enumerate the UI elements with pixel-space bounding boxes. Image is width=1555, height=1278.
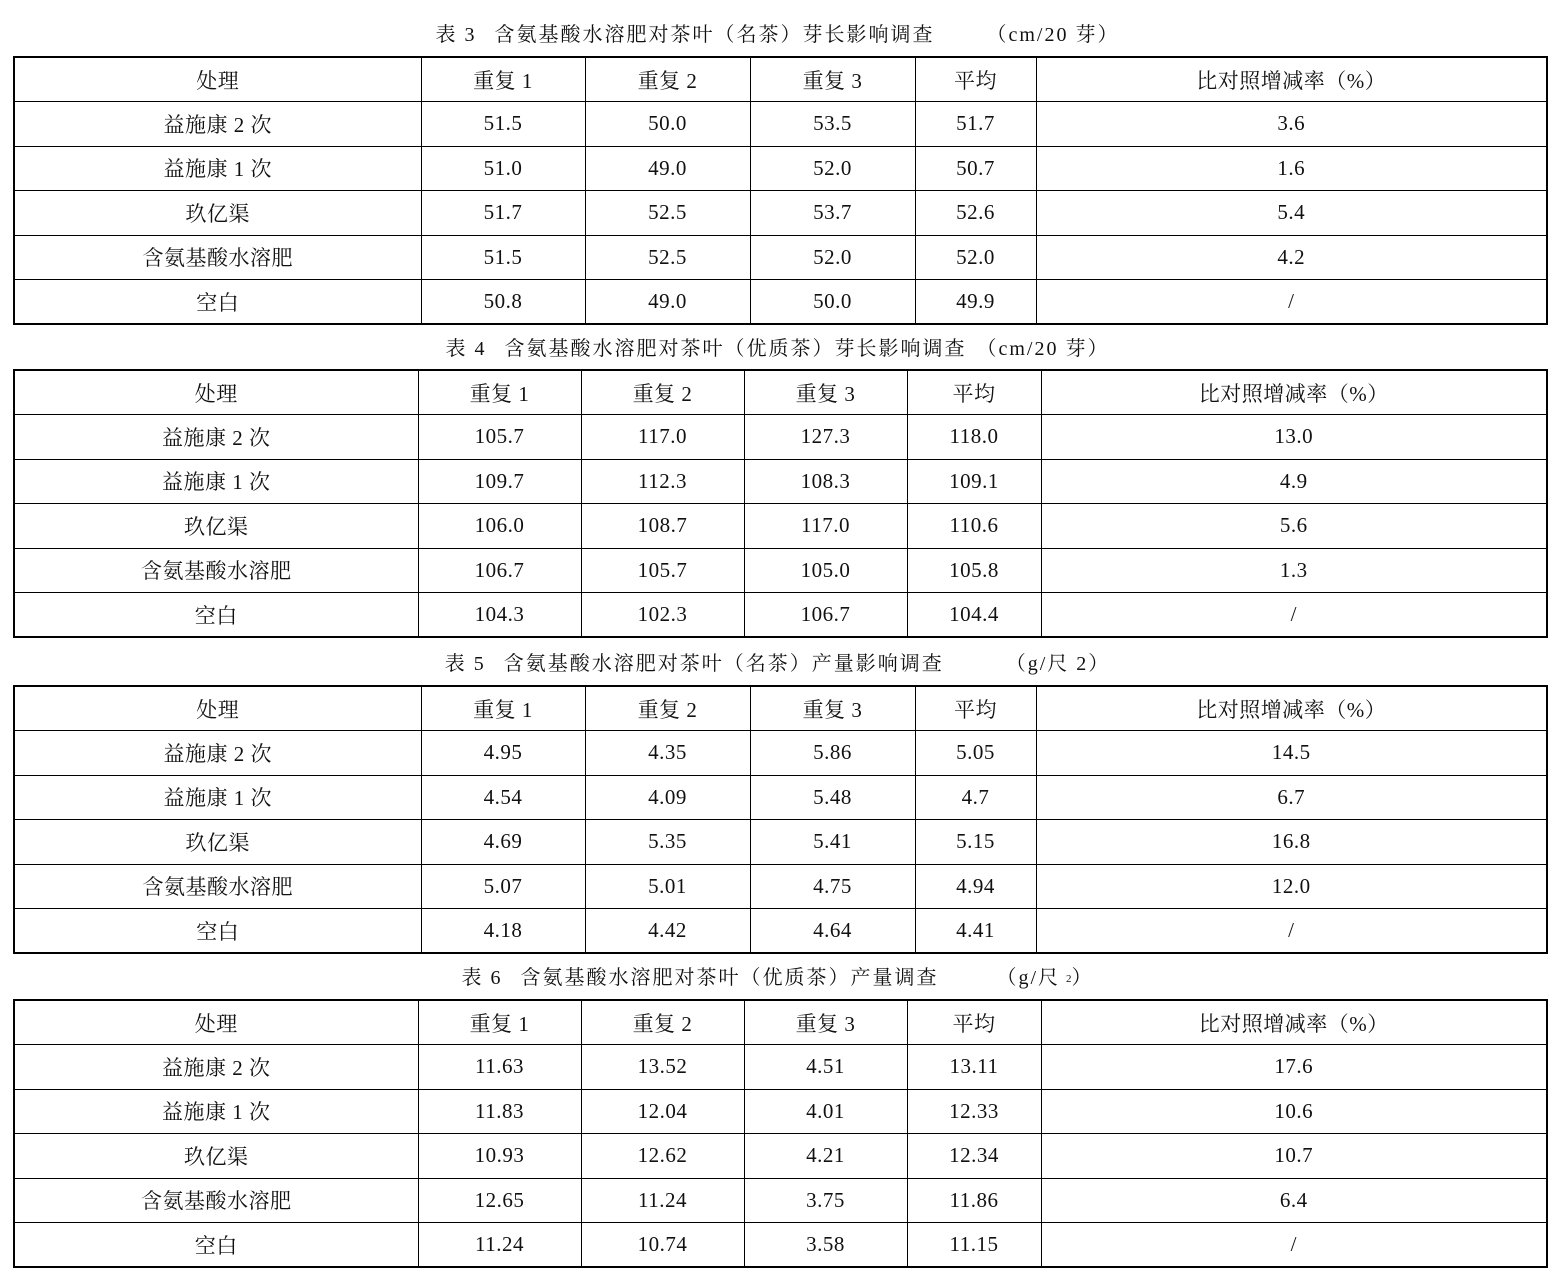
header-average: 平均	[907, 370, 1041, 415]
cell-change-rate: /	[1036, 280, 1547, 325]
cell-rep-2: 105.7	[581, 548, 744, 593]
cell-rep-2: 11.24	[581, 1178, 744, 1223]
table-unit: （cm/20 芽）	[976, 337, 1110, 360]
cell-change-rate: 6.4	[1041, 1178, 1547, 1223]
table-number: 表 4	[445, 337, 487, 360]
table-6-caption	[0, 962, 1555, 988]
table-row	[14, 593, 1547, 638]
cell-average: 11.86	[907, 1178, 1041, 1223]
cell-average: 4.41	[915, 909, 1036, 954]
cell-treatment: 益施康 2 次	[14, 102, 421, 147]
table-unit: （g/尺 2）	[1005, 652, 1111, 675]
cell-rep-1: 11.63	[418, 1045, 581, 1090]
cell-treatment: 含氨基酸水溶肥	[14, 235, 421, 280]
table-unit-base: （g/尺	[996, 966, 1061, 989]
table-3	[13, 56, 1548, 325]
cell-rep-1: 11.24	[418, 1223, 581, 1268]
cell-change-rate: 10.6	[1041, 1089, 1547, 1134]
cell-average: 11.15	[907, 1223, 1041, 1268]
cell-rep-1: 10.93	[418, 1134, 581, 1179]
cell-average: 12.34	[907, 1134, 1041, 1179]
table-unit: （cm/20 芽）	[986, 23, 1120, 46]
cell-average: 118.0	[907, 415, 1041, 460]
cell-rep-3: 52.0	[750, 146, 915, 191]
cell-rep-2: 117.0	[581, 415, 744, 460]
cell-rep-3: 4.21	[744, 1134, 907, 1179]
cell-average: 51.7	[915, 102, 1036, 147]
header-row	[14, 370, 1547, 415]
cell-change-rate: /	[1041, 593, 1547, 638]
cell-treatment: 益施康 2 次	[14, 1045, 418, 1090]
cell-treatment: 含氨基酸水溶肥	[14, 864, 421, 909]
header-rep-3: 重复 3	[750, 686, 915, 731]
cell-rep-3: 5.48	[750, 775, 915, 820]
cell-average: 5.15	[915, 820, 1036, 865]
cell-change-rate: 5.6	[1041, 504, 1547, 549]
header-rep-3: 重复 3	[744, 1000, 907, 1045]
cell-treatment: 玖亿渠	[14, 1134, 418, 1179]
cell-treatment: 空白	[14, 280, 421, 325]
cell-treatment: 含氨基酸水溶肥	[14, 548, 418, 593]
cell-treatment: 益施康 2 次	[14, 415, 418, 460]
cell-rep-2: 52.5	[585, 191, 750, 236]
cell-rep-3: 105.0	[744, 548, 907, 593]
table-row	[14, 864, 1547, 909]
table-row	[14, 1178, 1547, 1223]
cell-rep-2: 108.7	[581, 504, 744, 549]
cell-rep-1: 12.65	[418, 1178, 581, 1223]
cell-rep-1: 4.95	[421, 731, 585, 776]
cell-treatment: 空白	[14, 593, 418, 638]
cell-change-rate: 4.9	[1041, 459, 1547, 504]
cell-average: 52.0	[915, 235, 1036, 280]
cell-rep-2: 12.04	[581, 1089, 744, 1134]
table-row	[14, 731, 1547, 776]
cell-rep-3: 108.3	[744, 459, 907, 504]
cell-change-rate: 12.0	[1036, 864, 1547, 909]
cell-rep-3: 50.0	[750, 280, 915, 325]
cell-average: 109.1	[907, 459, 1041, 504]
cell-rep-1: 104.3	[418, 593, 581, 638]
cell-rep-2: 112.3	[581, 459, 744, 504]
cell-average: 52.6	[915, 191, 1036, 236]
cell-rep-1: 50.8	[421, 280, 585, 325]
header-rep-2: 重复 2	[585, 57, 750, 102]
header-rep-3: 重复 3	[744, 370, 907, 415]
cell-treatment: 益施康 2 次	[14, 731, 421, 776]
table-unit-suffix: ）	[1071, 966, 1094, 989]
cell-rep-2: 12.62	[581, 1134, 744, 1179]
header-average: 平均	[907, 1000, 1041, 1045]
table-row	[14, 504, 1547, 549]
table-4-caption	[0, 333, 1555, 359]
cell-change-rate: 14.5	[1036, 731, 1547, 776]
cell-change-rate: 4.2	[1036, 235, 1547, 280]
cell-rep-2: 10.74	[581, 1223, 744, 1268]
table-row	[14, 280, 1547, 325]
header-change-rate: 比对照增减率（%）	[1036, 686, 1547, 731]
cell-rep-3: 117.0	[744, 504, 907, 549]
cell-rep-1: 51.0	[421, 146, 585, 191]
cell-change-rate: /	[1036, 909, 1547, 954]
cell-change-rate: 5.4	[1036, 191, 1547, 236]
cell-rep-1: 51.5	[421, 235, 585, 280]
cell-rep-3: 3.75	[744, 1178, 907, 1223]
cell-rep-3: 52.0	[750, 235, 915, 280]
cell-rep-1: 106.7	[418, 548, 581, 593]
cell-change-rate: 1.3	[1041, 548, 1547, 593]
table-5-caption	[0, 648, 1555, 674]
cell-change-rate: 1.6	[1036, 146, 1547, 191]
table-title: 含氨基酸水溶肥对茶叶（名茶）产量影响调查	[503, 652, 944, 675]
table-row	[14, 102, 1547, 147]
table-row	[14, 775, 1547, 820]
cell-rep-3: 4.75	[750, 864, 915, 909]
cell-rep-2: 4.42	[585, 909, 750, 954]
cell-rep-2: 50.0	[585, 102, 750, 147]
cell-average: 49.9	[915, 280, 1036, 325]
table-row	[14, 235, 1547, 280]
cell-rep-1: 106.0	[418, 504, 581, 549]
cell-average: 5.05	[915, 731, 1036, 776]
cell-rep-1: 5.07	[421, 864, 585, 909]
table-number: 表 3	[435, 23, 477, 46]
cell-rep-2: 4.09	[585, 775, 750, 820]
cell-rep-1: 11.83	[418, 1089, 581, 1134]
cell-rep-2: 49.0	[585, 280, 750, 325]
table-unit-superscript: 2	[1066, 972, 1072, 985]
cell-change-rate: /	[1041, 1223, 1547, 1268]
cell-rep-1: 4.69	[421, 820, 585, 865]
header-change-rate: 比对照增减率（%）	[1041, 370, 1547, 415]
cell-average: 13.11	[907, 1045, 1041, 1090]
table-5	[13, 685, 1548, 954]
header-average: 平均	[915, 686, 1036, 731]
cell-rep-2: 52.5	[585, 235, 750, 280]
cell-treatment: 空白	[14, 909, 421, 954]
cell-treatment: 益施康 1 次	[14, 459, 418, 504]
table-4	[13, 369, 1548, 638]
cell-change-rate: 13.0	[1041, 415, 1547, 460]
cell-treatment: 益施康 1 次	[14, 775, 421, 820]
cell-rep-1: 51.7	[421, 191, 585, 236]
table-row	[14, 415, 1547, 460]
table-row	[14, 191, 1547, 236]
table-row	[14, 909, 1547, 954]
cell-change-rate: 17.6	[1041, 1045, 1547, 1090]
cell-rep-3: 53.7	[750, 191, 915, 236]
header-treatment: 处理	[14, 1000, 418, 1045]
cell-treatment: 玖亿渠	[14, 191, 421, 236]
table-row	[14, 1045, 1547, 1090]
cell-change-rate: 16.8	[1036, 820, 1547, 865]
cell-rep-3: 4.64	[750, 909, 915, 954]
table-row	[14, 1134, 1547, 1179]
header-treatment: 处理	[14, 686, 421, 731]
cell-treatment: 玖亿渠	[14, 504, 418, 549]
cell-change-rate: 3.6	[1036, 102, 1547, 147]
cell-rep-2: 5.01	[585, 864, 750, 909]
table-row	[14, 1223, 1547, 1268]
header-rep-1: 重复 1	[421, 686, 585, 731]
table-row	[14, 548, 1547, 593]
cell-average: 50.7	[915, 146, 1036, 191]
table-title: 含氨基酸水溶肥对茶叶（名茶）芽长影响调查	[494, 23, 935, 46]
header-rep-2: 重复 2	[581, 370, 744, 415]
cell-average: 4.7	[915, 775, 1036, 820]
cell-average: 105.8	[907, 548, 1041, 593]
table-3-caption	[0, 19, 1555, 45]
cell-rep-3: 127.3	[744, 415, 907, 460]
header-rep-2: 重复 2	[585, 686, 750, 731]
cell-rep-1: 4.18	[421, 909, 585, 954]
table-row	[14, 146, 1547, 191]
cell-treatment: 玖亿渠	[14, 820, 421, 865]
header-row	[14, 1000, 1547, 1045]
cell-rep-1: 109.7	[418, 459, 581, 504]
cell-average: 12.33	[907, 1089, 1041, 1134]
table-number: 表 6	[461, 966, 503, 989]
cell-rep-1: 51.5	[421, 102, 585, 147]
table-number: 表 5	[444, 652, 486, 675]
cell-rep-1: 105.7	[418, 415, 581, 460]
cell-rep-2: 102.3	[581, 593, 744, 638]
table-title: 含氨基酸水溶肥对茶叶（优质茶）产量调查	[520, 966, 939, 989]
cell-rep-3: 106.7	[744, 593, 907, 638]
header-rep-1: 重复 1	[421, 57, 585, 102]
cell-rep-2: 4.35	[585, 731, 750, 776]
header-rep-2: 重复 2	[581, 1000, 744, 1045]
table-title: 含氨基酸水溶肥对茶叶（优质茶）芽长影响调查	[504, 337, 967, 360]
header-row	[14, 686, 1547, 731]
table-row	[14, 459, 1547, 504]
cell-change-rate: 10.7	[1041, 1134, 1547, 1179]
cell-treatment: 含氨基酸水溶肥	[14, 1178, 418, 1223]
cell-average: 110.6	[907, 504, 1041, 549]
cell-average: 4.94	[915, 864, 1036, 909]
table-6	[13, 999, 1548, 1268]
table-unit	[996, 961, 1093, 990]
cell-rep-3: 3.58	[744, 1223, 907, 1268]
cell-rep-3: 4.01	[744, 1089, 907, 1134]
cell-rep-2: 5.35	[585, 820, 750, 865]
header-rep-1: 重复 1	[418, 370, 581, 415]
header-average: 平均	[915, 57, 1036, 102]
cell-average: 104.4	[907, 593, 1041, 638]
cell-rep-3: 53.5	[750, 102, 915, 147]
cell-rep-3: 4.51	[744, 1045, 907, 1090]
table-row	[14, 1089, 1547, 1134]
header-row	[14, 57, 1547, 102]
header-treatment: 处理	[14, 57, 421, 102]
cell-rep-2: 13.52	[581, 1045, 744, 1090]
cell-rep-3: 5.86	[750, 731, 915, 776]
cell-rep-3: 5.41	[750, 820, 915, 865]
cell-change-rate: 6.7	[1036, 775, 1547, 820]
header-rep-3: 重复 3	[750, 57, 915, 102]
table-row	[14, 820, 1547, 865]
cell-treatment: 益施康 1 次	[14, 1089, 418, 1134]
cell-treatment: 益施康 1 次	[14, 146, 421, 191]
header-change-rate: 比对照增减率（%）	[1036, 57, 1547, 102]
cell-rep-2: 49.0	[585, 146, 750, 191]
header-treatment: 处理	[14, 370, 418, 415]
cell-rep-1: 4.54	[421, 775, 585, 820]
cell-treatment: 空白	[14, 1223, 418, 1268]
header-change-rate: 比对照增减率（%）	[1041, 1000, 1547, 1045]
header-rep-1: 重复 1	[418, 1000, 581, 1045]
